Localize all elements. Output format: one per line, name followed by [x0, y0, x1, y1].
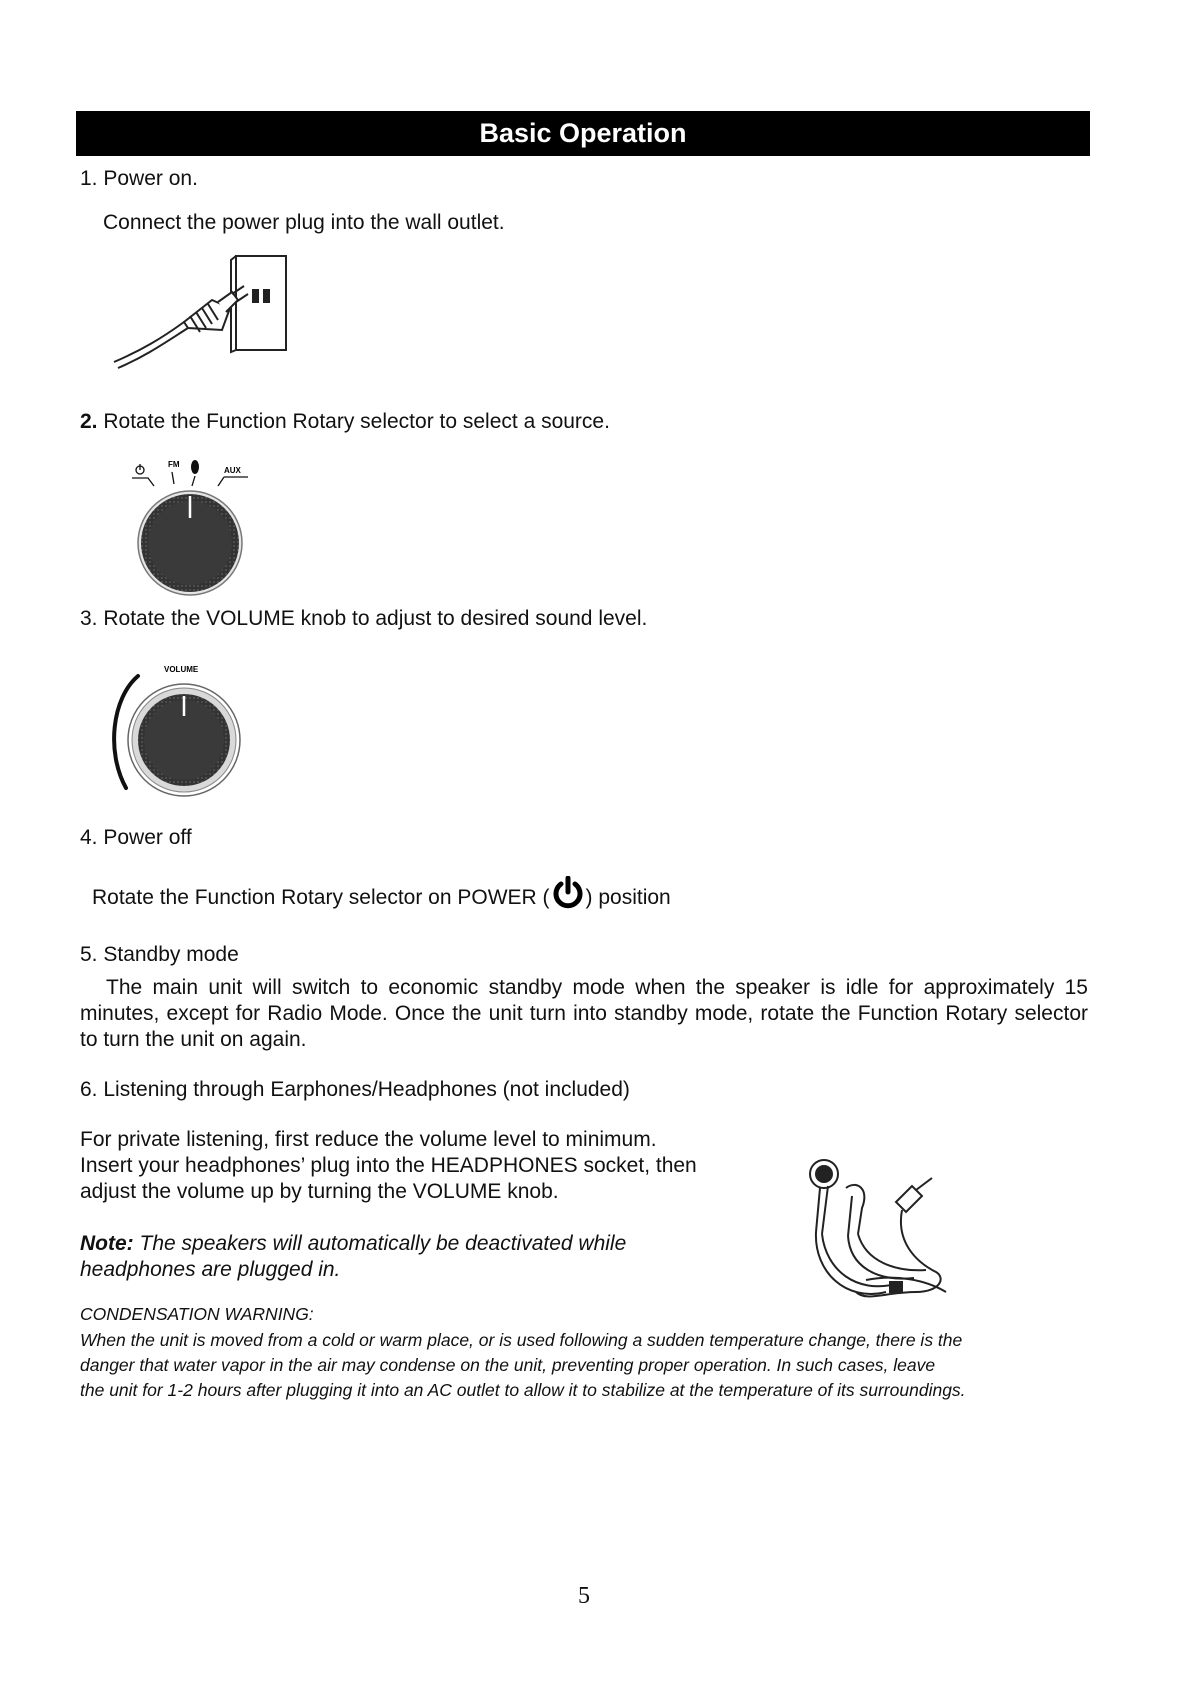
volume-label: VOLUME: [164, 665, 199, 674]
step-2-title: Rotate the Function Rotary selector to select a source.: [103, 410, 610, 433]
step-1-title: Power on.: [103, 167, 198, 190]
step-1-number: 1.: [80, 167, 98, 190]
fm-label: FM: [168, 460, 180, 469]
step-1-heading: [80, 166, 198, 192]
step-6-heading: [80, 1077, 630, 1103]
warning-line-2: danger that water vapor in the air may condense on the unit, preventing proper operation. In such cases, leave: [80, 1355, 936, 1375]
step-5-number: 5.: [80, 943, 98, 966]
step-4-heading: [80, 825, 192, 851]
step-3-title: Rotate the VOLUME knob to adjust to desired sound level.: [103, 607, 648, 630]
note-text-line-1: The speakers will automatically be deactivated while: [139, 1232, 627, 1255]
step-6-body-line-2: Insert your headphones’ plug into the HEADPHONES socket, then: [80, 1154, 697, 1177]
warning-title: CONDENSATION WARNING:: [80, 1304, 314, 1324]
power-plug-outlet-icon: [112, 252, 292, 370]
bluetooth-mark-icon: [191, 460, 199, 474]
step-4-number: 4.: [80, 826, 98, 849]
selector-markers: [132, 460, 248, 486]
step-2-number: 2.: [80, 410, 98, 433]
step-6-body-line-1: For private listening, first reduce the volume level to minimum.: [80, 1128, 657, 1151]
step-5-title: Standby mode: [103, 943, 239, 966]
function-selector-icon: [128, 456, 258, 596]
note: [80, 1231, 626, 1257]
step-6-body-line-3: adjust the volume up by turning the VOLUME knob.: [80, 1180, 559, 1203]
warning-line-3: the unit for 1-2 hours after plugging it into an AC outlet to allow it to stabilize at the temperature of its surroundings.: [80, 1380, 966, 1400]
aux-label: AUX: [224, 466, 241, 475]
step-3-heading: [80, 606, 647, 632]
step-5-body: The main unit will switch to economic standby mode when the speaker is idle for approximately 15 minutes, except for Radio Mode. Once the unit turn into standby mode, rotate the Function Rotary selector to turn the unit on again.: [80, 976, 1088, 1051]
step-6-number: 6.: [80, 1078, 98, 1101]
step-3-number: 3.: [80, 607, 98, 630]
earphones-icon: [796, 1152, 966, 1312]
step-1-body: Connect the power plug into the wall outlet.: [103, 211, 505, 234]
section-title: Basic Operation: [76, 111, 1090, 156]
page-number: 5: [578, 1583, 590, 1609]
note-label: Note:: [80, 1232, 134, 1255]
step-2-heading: [80, 409, 610, 435]
step-6-title: Listening through Earphones/Headphones (not included): [103, 1078, 630, 1101]
warning-line-1: When the unit is moved from a cold or warm place, or is used following a sudden temperature change, there is the: [80, 1330, 963, 1350]
step-5-heading: [80, 942, 239, 968]
step-4-body: [92, 876, 671, 911]
step-4-body-start: Rotate the Function Rotary selector on POWER (: [92, 886, 550, 909]
volume-knob-icon: [108, 660, 248, 805]
step-4-body-end: ) position: [585, 886, 671, 909]
power-icon: [551, 876, 585, 910]
step-4-title: Power off: [103, 826, 192, 849]
note-text-line-2: headphones are plugged in.: [80, 1258, 341, 1281]
